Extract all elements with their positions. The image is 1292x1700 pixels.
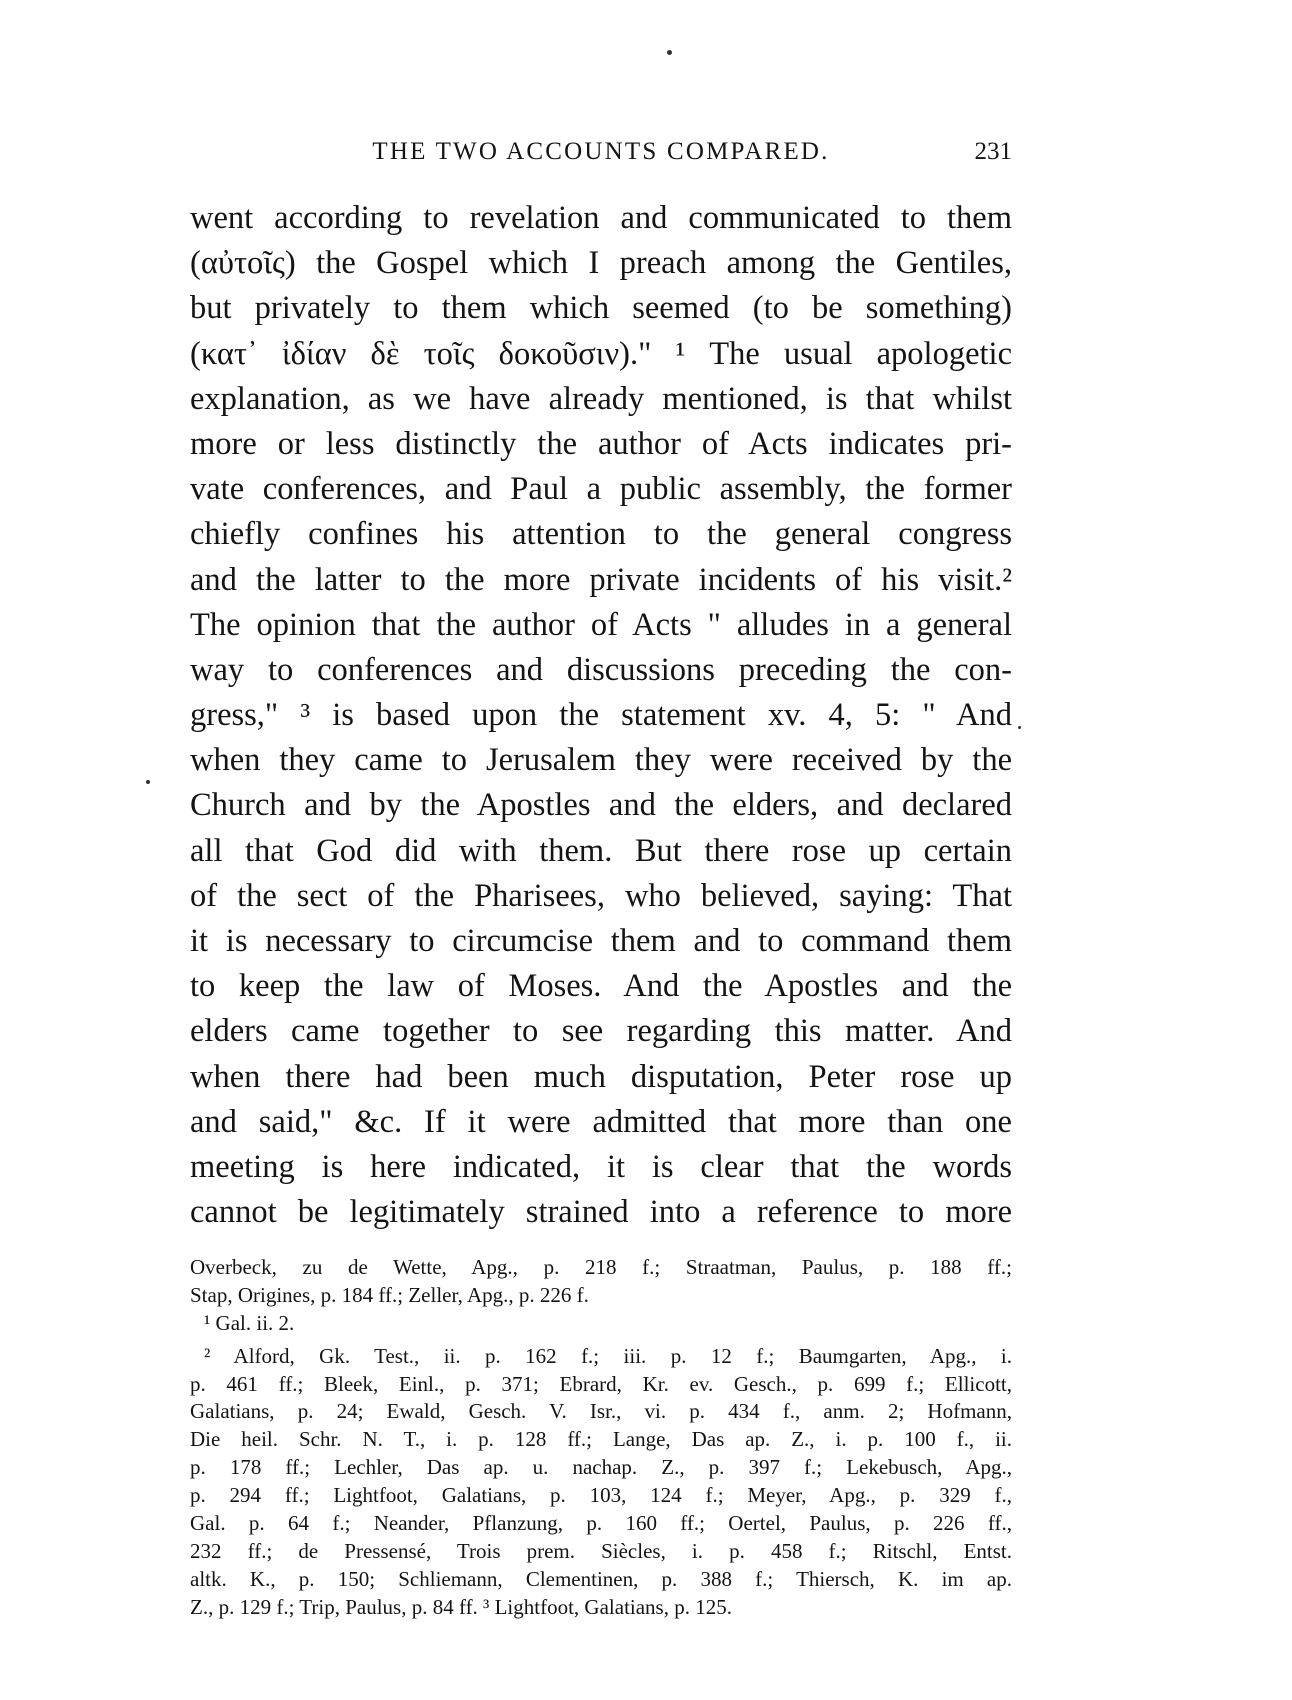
footnotes bbox=[190, 1254, 1012, 1622]
text-line: elders came together to see regarding this matter. And bbox=[190, 1013, 1012, 1050]
footnote-line: ¹ Gal. ii. 2. bbox=[204, 1310, 295, 1335]
footnote-line: altk. K., p. 150; Schliemann, Clementinen, p. 388 f.; Thiersch, K. im ap. bbox=[190, 1566, 1012, 1591]
text-line: meeting is here indicated, it is clear that the words bbox=[190, 1148, 1012, 1185]
text-line: way to conferences and discussions preceding the con- bbox=[190, 651, 1012, 688]
text-line: all that God did with them. But there rose up certain bbox=[190, 832, 1012, 869]
footnote-line: Die heil. Schr. N. T., i. p. 128 ff.; Lange, Das ap. Z., i. p. 100 f., ii. bbox=[190, 1427, 1012, 1452]
text-line: (αὐτοῖς) the Gospel which I preach among the Gentiles, bbox=[190, 245, 1012, 282]
page-header bbox=[190, 138, 1012, 172]
footnote-line: Galatians, p. 24; Ewald, Gesch. V. Isr., vi. p. 434 f., anm. 2; Hofmann, bbox=[190, 1399, 1012, 1424]
text-line: when they came to Jerusalem they were received by the bbox=[190, 742, 1012, 779]
text-line: The opinion that the author of Acts " alludes in a general bbox=[190, 606, 1012, 643]
text-line: gress," ³ is based upon the statement xv. 4, 5: " And bbox=[190, 697, 1012, 734]
ink-speck bbox=[1018, 726, 1021, 729]
text-line: Church and by the Apostles and the elders, and declared bbox=[190, 787, 1012, 824]
text-line: more or less distinctly the author of Acts indicates pri- bbox=[190, 425, 1012, 462]
text-line: it is necessary to circumcise them and to command them bbox=[190, 923, 1012, 959]
text-line: but privately to them which seemed (to be something) bbox=[190, 290, 1012, 327]
footnote-line: 232 ff.; de Pressensé, Trois prem. Siècles, i. p. 458 f.; Ritschl, Entst. bbox=[190, 1538, 1012, 1563]
ink-speck bbox=[146, 780, 150, 784]
text-line: explanation, as we have already mentioned, is that whilst bbox=[190, 380, 1012, 417]
text-line: of the sect of the Pharisees, who believed, saying: That bbox=[190, 877, 1012, 914]
footnote-line: Stap, Origines, p. 184 ff.; Zeller, Apg., p. 226 f. bbox=[190, 1282, 589, 1307]
footnote-line: p. 461 ff.; Bleek, Einl., p. 371; Ebrard, Kr. ev. Gesch., p. 699 f.; Ellicott, bbox=[190, 1371, 1012, 1396]
text-line: (κατ᾽ ἰδίαν δὲ τοῖς δοκοῦσιν)." ¹ The usual apologetic bbox=[190, 335, 1012, 372]
body-text bbox=[190, 196, 1012, 1235]
text-line: and the latter to the more private incidents of his visit.² bbox=[190, 561, 1012, 598]
text-line: and said," &c. If it were admitted that more than one bbox=[190, 1103, 1012, 1140]
running-title: THE TWO ACCOUNTS COMPARED. bbox=[372, 138, 830, 165]
footnote-line: ² Alford, Gk. Test., ii. p. 162 f.; iii. p. 12 f.; Baumgarten, Apg., i. bbox=[204, 1343, 1012, 1368]
text-line: vate conferences, and Paul a public assembly, the former bbox=[190, 471, 1012, 508]
page-number: 231 bbox=[974, 138, 1012, 165]
text-line: when there had been much disputation, Peter rose up bbox=[190, 1058, 1012, 1095]
text-line: went according to revelation and communicated to them bbox=[190, 200, 1012, 236]
text-line: cannot be legitimately strained into a reference to more bbox=[190, 1194, 1012, 1231]
text-line: chiefly confines his attention to the general congress bbox=[190, 516, 1012, 553]
footnote-line: Z., p. 129 f.; Trip, Paulus, p. 84 ff. ³ Lightfoot, Galatians, p. 125. bbox=[190, 1594, 732, 1619]
ink-speck bbox=[667, 50, 672, 55]
text-line: to keep the law of Moses. And the Apostles and the bbox=[190, 968, 1012, 1005]
footnote-line: p. 178 ff.; Lechler, Das ap. u. nachap. Z., p. 397 f.; Lekebusch, Apg., bbox=[190, 1455, 1012, 1480]
footnote-line: Gal. p. 64 f.; Neander, Pflanzung, p. 160 ff.; Oertel, Paulus, p. 226 ff., bbox=[190, 1511, 1012, 1536]
footnote-line: Overbeck, zu de Wette, Apg., p. 218 f.; Straatman, Paulus, p. 188 ff.; bbox=[190, 1255, 1012, 1279]
footnote-line: p. 294 ff.; Lightfoot, Galatians, p. 103, 124 f.; Meyer, Apg., p. 329 f., bbox=[190, 1483, 1012, 1508]
